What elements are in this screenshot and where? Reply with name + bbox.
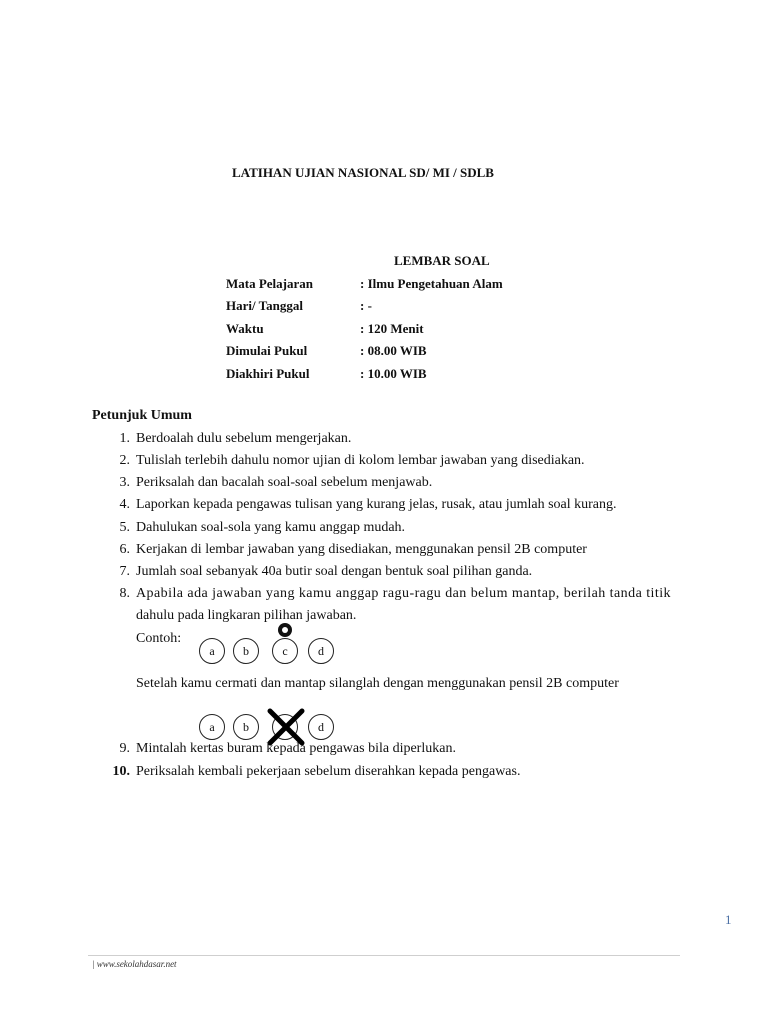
item-number: 6. [119, 542, 130, 557]
item-number: 10. [112, 764, 130, 779]
item-number: 7. [119, 564, 130, 579]
doubt-dot-mark [278, 623, 292, 637]
option-circle-b: b [233, 638, 259, 664]
footer-divider [88, 955, 680, 956]
instruction-text: Periksalah kembali pekerjaan sebelum diserahkan kepada pengawas. [136, 764, 521, 779]
footer-website: | www.sekolahdasar.net [92, 959, 177, 969]
item-number: 3. [119, 475, 130, 490]
info-label-date: Hari/ Tanggal [226, 298, 303, 313]
item-number: 9. [119, 741, 130, 756]
instruction-text: Dahulukan soal-sola yang kamu anggap mudah. [136, 520, 406, 535]
info-label-duration: Waktu [226, 321, 264, 336]
option-circle-b: b [233, 714, 259, 740]
sheet-title: LEMBAR SOAL [394, 253, 490, 268]
info-value-subject: : Ilmu Pengetahuan Alam [360, 276, 503, 291]
item-number: 2. [119, 453, 130, 468]
info-label-end: Diakhiri Pukul [226, 366, 310, 381]
page-number: 1 [725, 912, 732, 927]
option-circle-a: a [199, 714, 225, 740]
item-number: 1. [119, 431, 130, 446]
after-example-text: Setelah kamu cermati dan mantap silanglah dengan menggunakan pensil 2B computer [136, 676, 619, 691]
example-label: Contoh: [136, 631, 182, 646]
item-number: 4. [119, 497, 130, 512]
option-circle-d: d [308, 638, 334, 664]
instruction-text: Tulislah terlebih dahulu nomor ujian di kolom lembar jawaban yang disediakan. [136, 453, 585, 468]
info-value-end: : 10.00 WIB [360, 366, 427, 381]
instruction-text: Jumlah soal sebanyak 40a butir soal dengan bentuk soal pilihan ganda. [136, 564, 533, 579]
instruction-text: Laporkan kepada pengawas tulisan yang kurang jelas, rusak, atau jumlah soal kurang. [136, 497, 617, 512]
exam-title: LATIHAN UJIAN NASIONAL SD/ MI / SDLB [232, 165, 494, 180]
option-circle-d: d [308, 714, 334, 740]
info-value-duration: : 120 Menit [360, 321, 424, 336]
option-circle-c: c [272, 638, 298, 664]
info-value-start: : 08.00 WIB [360, 343, 427, 358]
instruction-text: Periksalah dan bacalah soal-soal sebelum menjawab. [136, 475, 433, 490]
info-value-date: : - [360, 298, 372, 313]
info-label-start: Dimulai Pukul [226, 343, 308, 358]
option-circle-a: a [199, 638, 225, 664]
instruction-text: Mintalah kertas buram kepada pengawas bila diperlukan. [136, 741, 456, 756]
item-number: 5. [119, 520, 130, 535]
instruction-text-continued: dahulu pada lingkaran pilihan jawaban. [136, 608, 357, 623]
instructions-heading: Petunjuk Umum [92, 408, 192, 423]
info-label-subject: Mata Pelajaran [226, 276, 314, 291]
instruction-text: Berdoalah dulu sebelum mengerjakan. [136, 431, 352, 446]
instruction-text: Kerjakan di lembar jawaban yang disediakan, menggunakan pensil 2B computer [136, 542, 587, 557]
item-number: 8. [119, 586, 130, 601]
instruction-text: Apabila ada jawaban yang kamu anggap ragu-ragu dan belum mantap, berilah tanda titik [136, 586, 672, 601]
